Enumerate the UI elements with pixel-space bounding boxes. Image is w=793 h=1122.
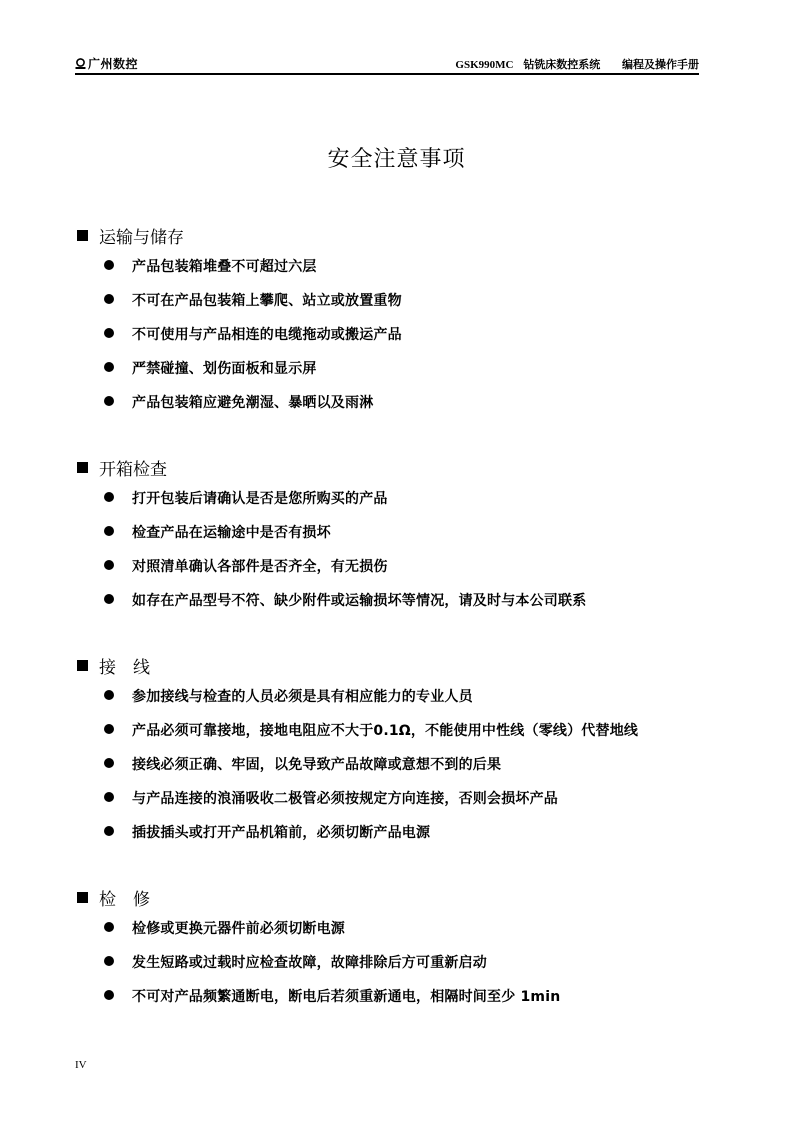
round-bullet-icon xyxy=(104,260,114,270)
page-title: 安全注意事项 xyxy=(327,147,466,172)
round-bullet-icon xyxy=(104,594,114,604)
list-item xyxy=(77,583,757,617)
list-item xyxy=(77,979,757,1013)
company-logo xyxy=(75,55,138,72)
list-item xyxy=(77,283,757,317)
section-heading-text: 运输与储存 xyxy=(99,227,184,248)
list-item xyxy=(77,815,757,849)
list-item xyxy=(77,515,757,549)
list-item-text: 参加接线与检查的人员必须是具有相应能力的专业人员 xyxy=(132,689,473,705)
round-bullet-icon xyxy=(104,492,114,502)
header-manual-title xyxy=(455,56,699,72)
item-list xyxy=(77,481,757,617)
list-item xyxy=(77,713,757,747)
list-item-text: 插拔插头或打开产品机箱前，必须切断产品电源 xyxy=(132,825,431,841)
item-list xyxy=(77,679,757,849)
list-item-text: 对照清单确认各部件是否齐全，有无损伤 xyxy=(132,559,388,575)
square-bullet-icon xyxy=(77,230,88,241)
round-bullet-icon xyxy=(104,956,114,966)
section-heading xyxy=(77,654,757,676)
list-item xyxy=(77,351,757,385)
square-bullet-icon xyxy=(77,462,88,473)
section-heading-text: 接 线 xyxy=(99,657,150,678)
list-item xyxy=(77,481,757,515)
list-item-text: 不可对产品频繁通断电，断电后若须重新通电，相隔时间至少 1min xyxy=(132,989,561,1005)
list-item-text: 如存在产品型号不符、缺少附件或运输损坏等情况，请及时与本公司联系 xyxy=(132,593,587,609)
round-bullet-icon xyxy=(104,792,114,802)
header-model: GSK990MC xyxy=(455,59,514,71)
item-list xyxy=(77,911,757,1013)
section-wiring xyxy=(77,654,757,849)
header-product: 钻铣床数控系统 xyxy=(523,58,601,71)
list-item-text: 产品包装箱堆叠不可超过六层 xyxy=(132,259,317,275)
round-bullet-icon xyxy=(104,396,114,406)
list-item-text: 发生短路或过载时应检查故障，故障排除后方可重新启动 xyxy=(132,955,487,971)
list-item xyxy=(77,911,757,945)
page-header xyxy=(75,55,699,73)
section-heading xyxy=(77,456,757,478)
section-maintenance xyxy=(77,886,757,1013)
round-bullet-icon xyxy=(104,724,114,734)
section-transport-storage xyxy=(77,224,757,419)
list-item-text: 接线必须正确、牢固，以免导致产品故障或意想不到的后果 xyxy=(132,757,502,773)
section-unpacking-inspection xyxy=(77,456,757,617)
section-heading-text: 检 修 xyxy=(99,889,150,910)
round-bullet-icon xyxy=(104,328,114,338)
list-item-text: 检查产品在运输途中是否有损坏 xyxy=(132,525,331,541)
list-item-text: 检修或更换元器件前必须切断电源 xyxy=(132,921,345,937)
section-heading xyxy=(77,224,757,246)
item-list xyxy=(77,249,757,419)
header-manual: 编程及操作手册 xyxy=(622,58,699,71)
square-bullet-icon xyxy=(77,892,88,903)
page-number: IV xyxy=(75,1059,87,1071)
list-item-text: 严禁碰撞、划伤面板和显示屏 xyxy=(132,361,317,377)
list-item xyxy=(77,249,757,283)
list-item xyxy=(77,747,757,781)
list-item-text: 打开包装后请确认是否是您所购买的产品 xyxy=(132,491,388,507)
list-item-text: 产品包装箱应避免潮湿、暴晒以及雨淋 xyxy=(132,395,374,411)
round-bullet-icon xyxy=(104,560,114,570)
list-item xyxy=(77,549,757,583)
round-bullet-icon xyxy=(104,826,114,836)
round-bullet-icon xyxy=(104,690,114,700)
logo-text: 广州数控 xyxy=(88,57,139,71)
list-item-text: 产品必须可靠接地，接地电阻应不大于0.1Ω，不能使用中性线（零线）代替地线 xyxy=(132,723,639,739)
list-item-text: 不可使用与产品相连的电缆拖动或搬运产品 xyxy=(132,327,402,343)
list-item-text: 与产品连接的浪涌吸收二极管必须按规定方向连接，否则会损坏产品 xyxy=(132,791,558,807)
list-item xyxy=(77,317,757,351)
round-bullet-icon xyxy=(104,526,114,536)
round-bullet-icon xyxy=(104,758,114,768)
list-item-text: 不可在产品包装箱上攀爬、站立或放置重物 xyxy=(132,293,402,309)
section-heading xyxy=(77,886,757,908)
header-rule xyxy=(75,73,699,75)
round-bullet-icon xyxy=(104,294,114,304)
square-bullet-icon xyxy=(77,660,88,671)
list-item xyxy=(77,385,757,419)
section-heading-text: 开箱检查 xyxy=(99,459,167,480)
round-bullet-icon xyxy=(104,990,114,1000)
list-item xyxy=(77,679,757,713)
list-item xyxy=(77,781,757,815)
round-bullet-icon xyxy=(104,362,114,372)
gsk-logo-icon xyxy=(75,58,86,69)
list-item xyxy=(77,945,757,979)
round-bullet-icon xyxy=(104,922,114,932)
